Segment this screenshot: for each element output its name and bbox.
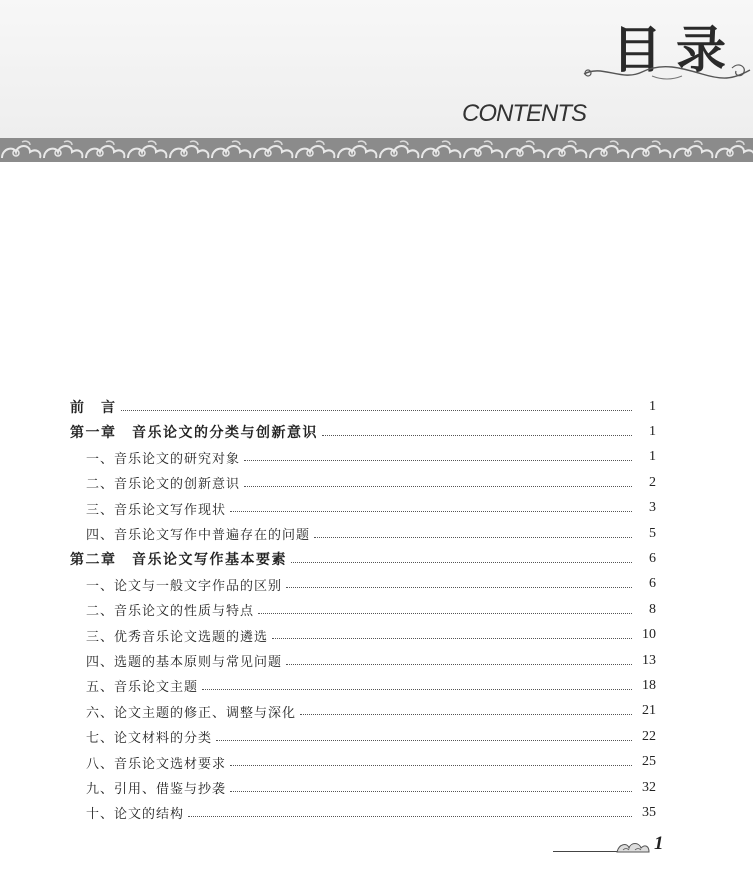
- toc-page-number: 1: [649, 449, 656, 465]
- toc-section-row[interactable]: [70, 648, 656, 673]
- decorative-cloud-band: [0, 138, 753, 162]
- toc-page-number: 13: [642, 652, 656, 668]
- toc-entry-title: 二、音乐论文的创新意识: [86, 477, 241, 493]
- toc-page-number: 25: [642, 754, 656, 770]
- toc-page-number: 6: [649, 576, 656, 592]
- toc-section-row[interactable]: [70, 470, 656, 495]
- toc-section-row[interactable]: [70, 673, 656, 698]
- dot-leader: [314, 536, 632, 538]
- toc-page-number: 3: [649, 500, 656, 516]
- footer-rule: [553, 851, 623, 852]
- dot-leader: [216, 739, 632, 741]
- table-of-contents: [70, 394, 656, 826]
- toc-chapter-row[interactable]: [70, 394, 656, 419]
- toc-entry-title: 六、论文主题的修正、调整与深化: [86, 705, 297, 721]
- dot-leader: [286, 586, 632, 588]
- toc-page-number: 10: [642, 627, 656, 643]
- toc-page-number: 6: [649, 551, 656, 567]
- page-title: 目录: [612, 21, 740, 79]
- page-number: 1: [654, 833, 664, 854]
- page-header: [0, 0, 753, 138]
- toc-entry-title: 九、引用、借鉴与抄袭: [86, 782, 227, 798]
- toc-page-number: 22: [642, 728, 656, 744]
- toc-entry-title: 第二章 音乐论文写作基本要素: [70, 552, 287, 569]
- toc-entry-title: 一、论文与一般文字作品的区别: [86, 578, 283, 594]
- dot-leader: [272, 637, 632, 639]
- dot-leader: [230, 510, 632, 512]
- toc-section-row[interactable]: [70, 749, 656, 774]
- toc-entry-title: 十、论文的结构: [86, 807, 185, 823]
- toc-entry-title: 一、音乐论文的研究对象: [86, 451, 241, 467]
- toc-section-row[interactable]: [70, 521, 656, 546]
- toc-entry-title: 三、音乐论文写作现状: [86, 502, 227, 518]
- toc-page-number: 5: [649, 525, 656, 541]
- dot-leader: [121, 409, 633, 411]
- toc-page-number: 1: [649, 398, 656, 414]
- toc-chapter-row[interactable]: [70, 419, 656, 444]
- toc-entry-title: 八、音乐论文选材要求: [86, 756, 227, 772]
- toc-section-row[interactable]: [70, 699, 656, 724]
- dot-leader: [244, 485, 632, 487]
- toc-section-row[interactable]: [70, 597, 656, 622]
- dot-leader: [230, 790, 632, 792]
- toc-page-number: 8: [649, 601, 656, 617]
- toc-page-number: 1: [649, 424, 656, 440]
- dot-leader: [244, 459, 632, 461]
- dot-leader: [188, 815, 632, 817]
- toc-entry-title: 四、音乐论文写作中普遍存在的问题: [86, 528, 311, 544]
- toc-entry-title: 第一章 音乐论文的分类与创新意识: [70, 425, 318, 442]
- dot-leader: [322, 434, 632, 436]
- flourish-ornament: [582, 58, 753, 88]
- toc-entry-title: 七、论文材料的分类: [86, 731, 213, 747]
- toc-entry-title: 三、优秀音乐论文选题的遴选: [86, 629, 269, 645]
- toc-section-row[interactable]: [70, 724, 656, 749]
- toc-section-row[interactable]: [70, 572, 656, 597]
- toc-section-row[interactable]: [70, 445, 656, 470]
- toc-page-number: 18: [642, 677, 656, 693]
- toc-entry-title: 四、选题的基本原则与常见问题: [86, 655, 283, 671]
- toc-chapter-row[interactable]: [70, 546, 656, 571]
- dot-leader: [291, 561, 632, 563]
- toc-section-row[interactable]: [70, 800, 656, 825]
- toc-entry-title: 五、音乐论文主题: [86, 680, 199, 696]
- toc-entry-title: 前 言: [70, 399, 117, 416]
- toc-entry-title: 二、音乐论文的性质与特点: [86, 604, 255, 620]
- cloud-pattern-icon: [0, 138, 753, 162]
- toc-section-row[interactable]: [70, 496, 656, 521]
- toc-page-number: 32: [642, 779, 656, 795]
- toc-page-number: 35: [642, 804, 656, 820]
- toc-page-number: 2: [649, 474, 656, 490]
- dot-leader: [300, 713, 632, 715]
- footer-ornament: [615, 838, 651, 856]
- toc-section-row[interactable]: [70, 623, 656, 648]
- toc-page-number: 21: [642, 703, 656, 719]
- dot-leader: [258, 612, 632, 614]
- toc-section-row[interactable]: [70, 775, 656, 800]
- dot-leader: [230, 764, 632, 766]
- dot-leader: [202, 688, 632, 690]
- dot-leader: [286, 663, 632, 665]
- page-subtitle: CONTENTS: [462, 100, 586, 127]
